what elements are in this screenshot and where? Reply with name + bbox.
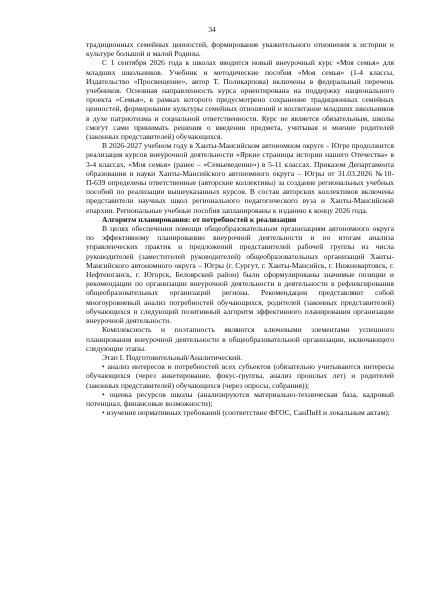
paragraph-stage-one: Этап I. Подготовительный/Аналитический. xyxy=(102,352,243,362)
bullet-item: • изучение нормативных требований (соответствие ФГОС, СанПиН и локальным актам); xyxy=(102,408,390,418)
paragraph-course-my-family: С 1 сентября 2026 года в школах вводится новый внеурочный курс «Моя семья» для младших школьников. Учебник и методические пособия «Моя семья» (1-4 классы, Издательство «Просвещение», автор Т. Поликарпова) включены в федеральный перечень учебников. Основная направленность курса ориентирована на поддержку национального проекта «Семья», в рамках которого предусмотрено сохранение традиционных семейных ценностей, формирование культуры семейных отношений и воспитание младших школьников в духе патриотизма и социальной ответственности. Курс не является обязательным, школы смогут сами принимать решения о введении предмета, учитывая и мнение родителей (законных представителей) обучающихся. xyxy=(86,58,394,142)
bullet-item: • анализ интересов и потребностей всех субъектов (обязательно учитываются интересы обучающихся (через анкетирование, фокус-группы, анализ прошлых лет) и родителей (законных представителей) обучающихся (через опросы, собрания)); xyxy=(86,362,394,390)
section-heading: Алгоритм планирования: от потребностей к реализации xyxy=(102,214,297,224)
paragraph-stages-intro: Комплексность и поэтапность являются ключевыми элементами успешного планирования внеурочной деятельности в общеобразовательной организации, включающего следующие этапы. xyxy=(86,325,394,353)
paragraph-recommendations: В целях обеспечения помощи общеобразовательным организациям автономного округа по эффективному планированию внеурочной деятельности и по итогам анализа управленческих практик и предложений представителей рабочей группы из числа руководителей (заместителей руководителей) общеобразовательных организаций Ханты-Мансийского автономного округа – Югры (г. Сургут, г. Ханты-Мансийск, г. Нижневартовск, г. Нефтеюганск, г. Югорск, Белоярский район) были сформулированы значимые позиции и рекомендации по организации внеурочной деятельности в деятельности в рефлексирования общеобразовательных организаций региона. Рекомендации представляют собой многоуровневый анализ потребностей обучающихся, родителей (законных представителей) обучающихся и следующий позитивный алгоритм эффективного планирования организации внеурочной деятельности. xyxy=(86,224,394,326)
page-number: 34 xyxy=(208,25,216,34)
paragraph-continuation: традиционных семейных ценностей, формирование уважительного отношения к истории и культуре большой и малой Родины. xyxy=(86,40,394,59)
page-content xyxy=(86,40,394,417)
paragraph-2026-2027-year: В 2026-2027 учебном году в Ханты-Мансийском автономном округе – Югре продолжится реализация курсов внеурочной деятельности «Яркие страницы истории нашего Отечества» в 3-4 классах, «Моя семья» (ранее – «Семьеведение») в 5-11 классах. Приказом Департамента образования и науки Ханты-Мансийского автономного округа – Югры от 31.03.2026 №10-П-639 определены ответственные (авторские коллективы) за создание региональных учебных пособий по реализации вышеуказанных курсов. В состав авторских коллективов включены представители научных школ регионального педагогического вуза и Ханты-Мансийской епархии. Региональные учебные пособия запланированы к изданию к концу 2026 года. xyxy=(86,141,394,215)
bullet-item: • оценка ресурсов школы (анализируются материально-техническая база, кадровый потенциал, финансовые возможности); xyxy=(86,389,394,408)
